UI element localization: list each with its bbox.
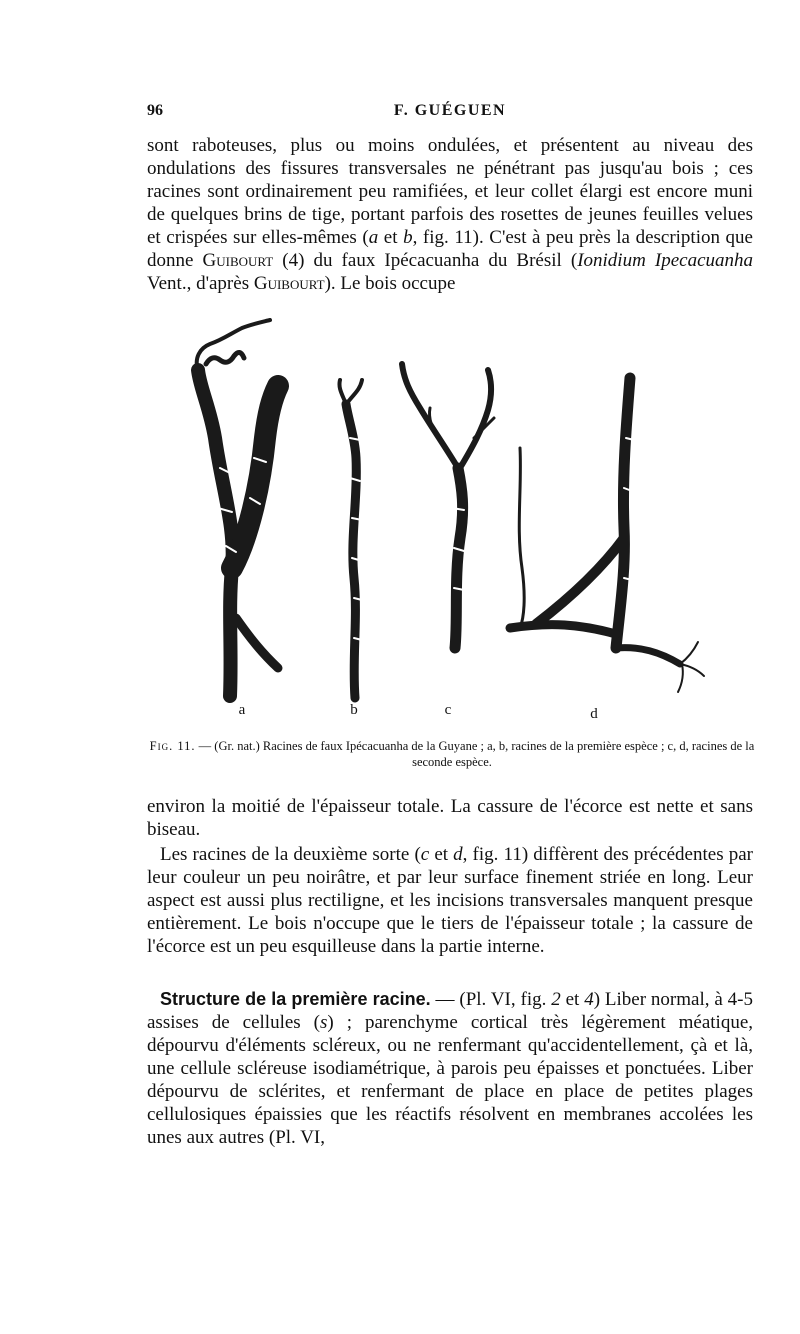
section-heading: Structure de la première racine.: [160, 989, 431, 1009]
root-d-drawing: [510, 378, 704, 692]
caption-label: Fig. 11.: [149, 739, 196, 753]
running-head: F. GUÉGUEN: [393, 102, 507, 119]
figure-label-b: b: [350, 702, 358, 718]
paragraph-2: environ la moitié de l'épaisseur totale. La cassure de l'écorce est nette et sans biseau.: [147, 796, 753, 840]
page-number: 96: [147, 102, 163, 119]
figure-roots: [170, 318, 730, 730]
figure-label-c: c: [444, 702, 452, 718]
author-name: Guibourt: [253, 273, 325, 294]
root-c-drawing: [402, 364, 494, 648]
root-illustration: [170, 318, 730, 730]
figure-label-d: d: [590, 706, 598, 722]
figure-caption: [147, 738, 757, 770]
paragraph-3: Les racines de la deuxième sorte (c et d, fig. 11) diffèrent des précédentes par leur couleur un peu noirâtre, et par leur surface finement striée en long. Leur aspect est aussi plus rectiligne, et les incisions transversales manquent presque entièrement. Le bois n'occupe que le tiers de l'épaisseur totale ; la cassure de l'écorce est un peu esquilleuse dans la partie interne.: [147, 844, 753, 957]
paragraph-1: sont raboteuses, plus ou moins ondulées, et présentent au niveau des ondulations des fissures transversales ne pénétrant pas jusqu'au bois ; ces racines sont ordinairement peu ramifiées, et leur collet élargi est encore muni de quelques brins de tige, portant parfois des rosettes de jeunes feuilles velues et crispées sur elles-mêmes (a et b, fig. 11). C'est à peu près la description que donne Guibourt (4) du faux Ipécacuanha du Brésil (Ionidium Ipecacuanha Vent., d'après Guibourt). Le bois occupe: [147, 135, 753, 294]
author-name: Guibourt: [202, 250, 274, 271]
root-a-drawing: [197, 320, 278, 696]
latin-name: Ionidium Ipecacuanha: [577, 250, 753, 271]
paragraph-4: Structure de la première racine. — (Pl. VI, fig. 2 et 4) Liber normal, à 4-5 assises de cellules (s) ; parenchyme cortical très légèrement méatique, dépourvu d'éléments scléreux, ou ne renfermant qu'accidentellement, çà et là, une cellule scléreuse isodiamétrique, à parois peu épaisses et ponctuées. Liber dépourvu de sclérites, et renfermant de place en place de petites plages cellulosiques épaissies que les réactifs résolvent en membranes accolées les unes aux autres (Pl. VI,: [147, 989, 753, 1148]
caption-text: — (Gr. nat.) Racines de faux Ipécacuanha de la Guyane ; a, b, racines de la première espèce ; c, d, racines de la seconde espèce.: [195, 739, 755, 769]
figure-label-a: a: [238, 702, 246, 718]
page-header: [147, 96, 753, 126]
root-b-drawing: [339, 380, 362, 698]
